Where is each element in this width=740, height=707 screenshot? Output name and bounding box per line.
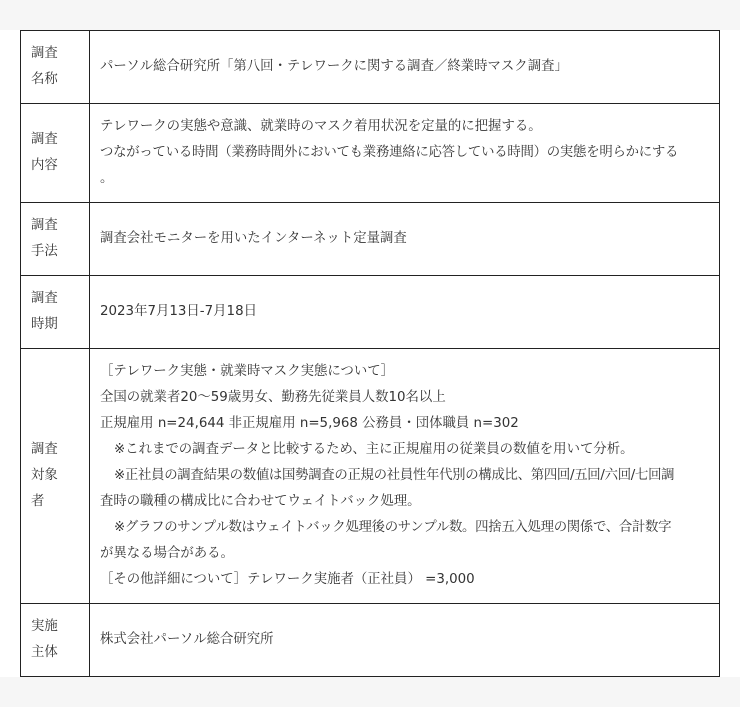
row-label [21,104,90,203]
row-content [90,349,720,604]
label-text: 調査 対象 者 [31,442,58,509]
content-line: つながっている時間（業務時間外においても業務連絡に応答している時間）の実態を明らかにする [100,145,679,160]
content-line: 調査会社モニターを用いたインターネット定量調査 [100,231,407,246]
content-line: 正規雇用 n=24,644 非正規雇用 n=5,968 公務員・団体職員 n=302 [100,416,519,431]
table-row-implementer [21,604,720,677]
content-line: が異なる場合がある。 [100,546,234,561]
table-row-survey-subjects [21,349,720,604]
label-text: 調査 名称 [31,46,58,87]
row-label [21,349,90,604]
table-row-survey-content [21,104,720,203]
table-row-survey-method [21,203,720,276]
bottom-band [0,677,740,707]
content-line: 。 [100,171,114,186]
content-line: 株式会社パーソル総合研究所 [100,632,274,647]
content-line: ※正社員の調査結果の数値は国勢調査の正規の社員性年代別の構成比、第四回/五回/六回/七回調 [114,468,675,483]
content-line: ［テレワーク実態・就業時マスク実態について］ [100,364,395,379]
content-line: ※グラフのサンプル数はウェイトバック処理後のサンプル数。四捨五入処理の関係で、合計数字 [114,520,672,535]
label-text: 調査 時期 [31,291,58,332]
content-line: 2023年7月13日-7月18日 [100,304,257,319]
row-content [90,276,720,349]
label-text: 調査 手法 [31,218,58,259]
table-row-survey-period [21,276,720,349]
label-text: 調査 内容 [31,132,58,173]
top-band [0,0,740,30]
content-line: ※これまでの調査データと比較するため、主に正規雇用の従業員の数値を用いて分析。 [114,442,634,457]
row-label [21,203,90,276]
row-label [21,276,90,349]
row-content [90,604,720,677]
row-content [90,203,720,276]
content-line: テレワークの実態や意識、就業時のマスク着用状況を定量的に把握する。 [100,119,542,134]
label-text: 実施 主体 [31,619,58,660]
row-label [21,604,90,677]
content-line: 査時の職種の構成比に合わせてウェイトバック処理。 [100,494,421,509]
content-line: ［その他詳細について］テレワーク実施者（正社員） =3,000 [100,572,475,587]
row-content [90,104,720,203]
table-row-survey-name [21,31,720,104]
row-content [90,31,720,104]
row-label [21,31,90,104]
content-line: 全国の就業者20～59歳男女、勤務先従業員人数10名以上 [100,390,446,405]
content-line: パーソル総合研究所「第八回・テレワークに関する調査／終業時マスク調査」 [100,59,568,74]
survey-overview-table [20,30,720,677]
